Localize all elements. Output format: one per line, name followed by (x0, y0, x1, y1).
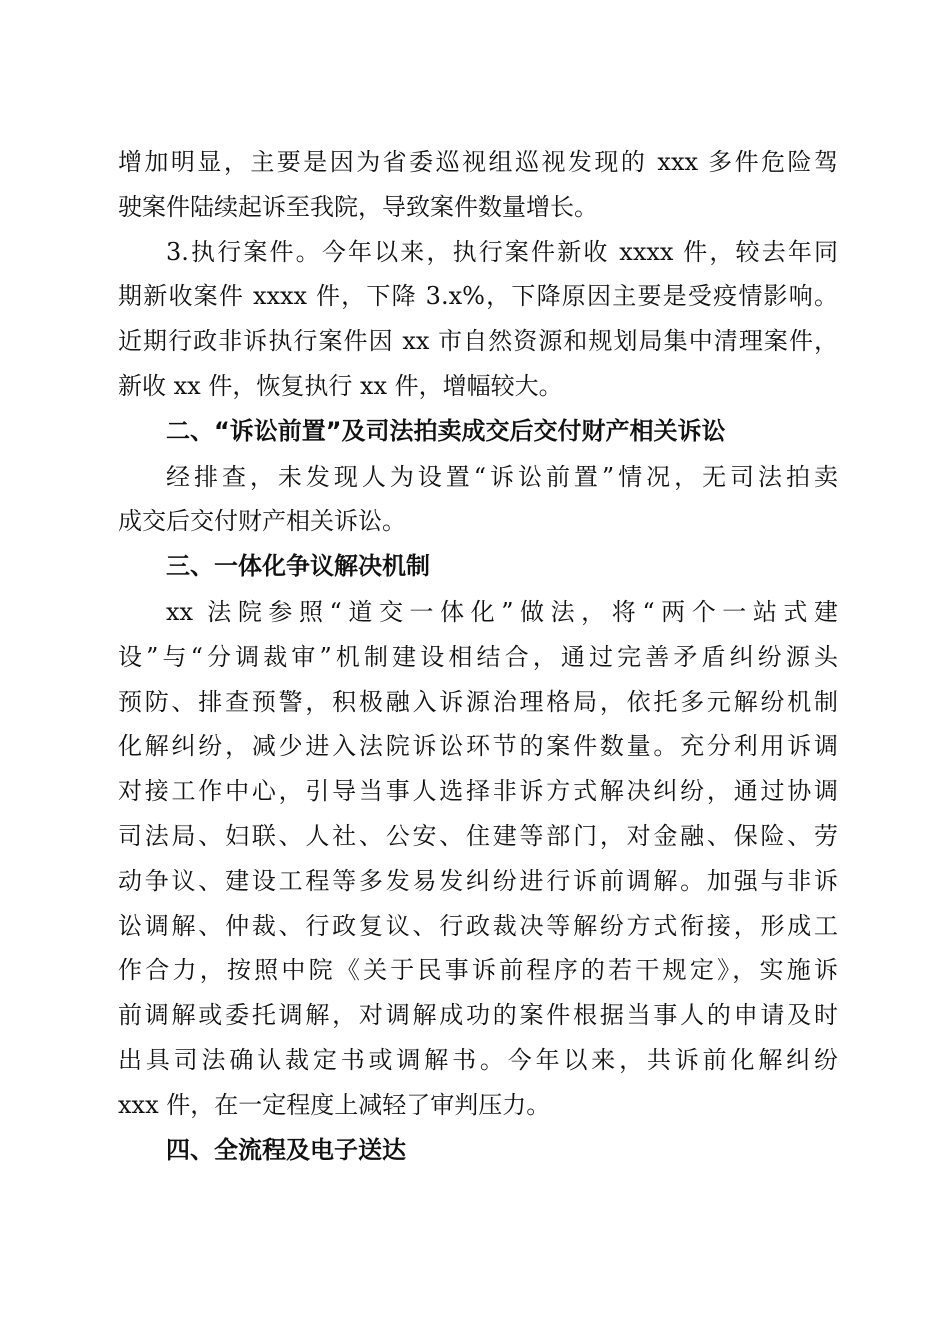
document-page (118, 140, 838, 1173)
paragraph-line: 3.执行案件。今年以来，执行案件新收 xxxx 件，较去年同 (166, 237, 838, 266)
section-heading-3: 三、一体化争议解决机制 (166, 552, 430, 581)
paragraph-line: 驶案件陆续起诉至我院，导致案件数量增长。 (118, 192, 598, 221)
paragraph-line: 增加明显，主要是因为省委巡视组巡视发现的 xxx 多件危险驾 (118, 148, 838, 176)
paragraph-line: 化解纠纷，减少进入法院诉讼环节的案件数量。充分利用诉调 (118, 732, 838, 761)
paragraph-line: xx 法院参照“道交一体化”做法，将“两个一站式建 (166, 597, 838, 626)
section-heading-2: 二、“诉讼前置”及司法拍卖成交后交付财产相关诉讼 (166, 416, 726, 445)
paragraph-line: 新收 xx 件，恢复执行 xx 件，增幅较大。 (118, 371, 563, 400)
paragraph-line: 设”与“分调裁审”机制建设相结合，通过完善矛盾纠纷源头 (118, 642, 838, 671)
paragraph-line: 讼调解、仲裁、行政复议、行政裁决等解纷方式衔接，形成工 (118, 911, 838, 940)
paragraph-line: 近期行政非诉执行案件因 xx 市自然资源和规划局集中清理案件， (118, 327, 838, 356)
paragraph-line: 对接工作中心，引导当事人选择非诉方式解决纠纷，通过协调 (118, 777, 838, 806)
paragraph-line: 出具司法确认裁定书或调解书。今年以来，共诉前化解纠纷 (118, 1045, 838, 1074)
section-heading-4: 四、全流程及电子送达 (166, 1135, 406, 1164)
paragraph-line: 动争议、建设工程等多发易发纠纷进行诉前调解。加强与非诉 (118, 866, 838, 895)
paragraph-line: 期新收案件 xxxx 件，下降 3.x%，下降原因主要是受疫情影响。 (118, 282, 838, 311)
paragraph-line: 司法局、妇联、人社、公安、住建等部门，对金融、保险、劳 (118, 821, 838, 850)
paragraph-line: xxx 件，在一定程度上减轻了审判压力。 (118, 1090, 551, 1119)
paragraph-line: 前调解或委托调解，对调解成功的案件根据当事人的申请及时 (118, 1001, 838, 1030)
paragraph-line: 预防、排查预警，积极融入诉源治理格局，依托多元解纷机制 (118, 687, 838, 716)
paragraph-line: 经排查，未发现人为设置“诉讼前置”情况，无司法拍卖 (166, 462, 838, 491)
paragraph-line: 作合力，按照中院《关于民事诉前程序的若干规定》，实施诉 (118, 956, 838, 985)
paragraph-line: 成交后交付财产相关诉讼。 (118, 507, 406, 536)
